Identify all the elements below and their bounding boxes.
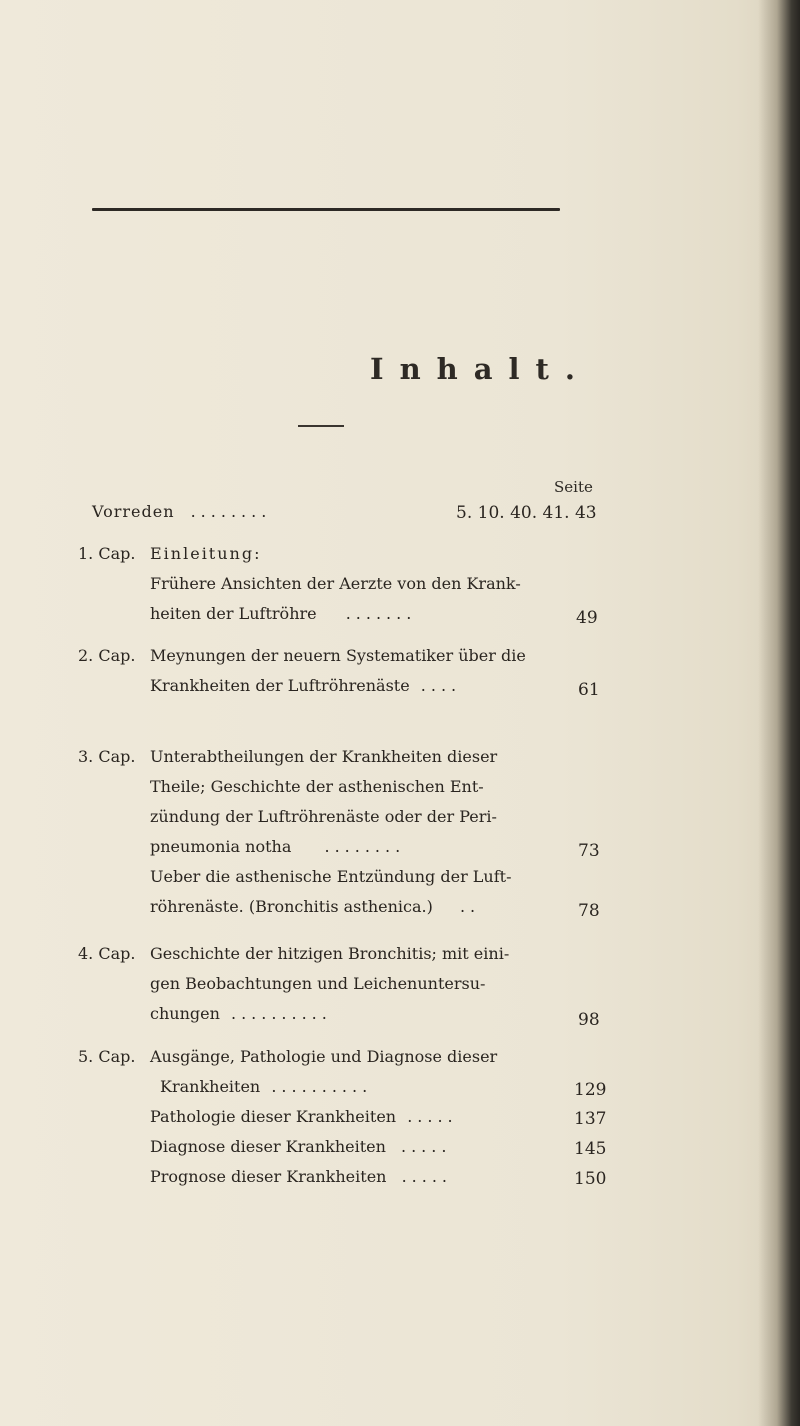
toc-entry-line: Frühere Ansichten der Aerzte von den Krank-	[150, 574, 521, 593]
toc-chapter-label: 1. Cap.	[78, 544, 136, 563]
toc-entry-line: Unterabtheilungen der Krankheiten dieser	[150, 747, 498, 766]
toc-page-number: 78	[578, 901, 600, 921]
page-title: Inhalt.	[370, 352, 592, 386]
toc-entry-line: Meynungen der neuern Systematiker über die	[150, 646, 526, 665]
toc-leader-dots: ..	[459, 897, 481, 916]
toc-entry-line: gen Beobachtungen und Leichenuntersu-	[150, 974, 486, 993]
toc-entry-line: pneumonia notha ........	[150, 837, 406, 856]
toc-chapter-label: 3. Cap.	[78, 747, 136, 766]
toc-leader-dots: .....	[401, 1137, 452, 1156]
toc-page-number: 145	[574, 1139, 607, 1159]
toc-page-number: 129	[574, 1080, 607, 1100]
toc-page-number: 49	[576, 608, 598, 628]
toc-page-number: 98	[578, 1010, 600, 1030]
toc-entry-line: Ueber die asthenische Entzündung der Luft-	[150, 867, 512, 886]
toc-entry-line: Ausgänge, Pathologie und Diagnose dieser	[150, 1047, 498, 1066]
toc-entry-line: Theile; Geschichte der asthenischen Ent-	[150, 777, 484, 796]
page-column-header: Seite	[554, 478, 593, 496]
toc-page-number: 73	[578, 841, 600, 861]
toc-leader-dots: ..........	[230, 1004, 332, 1023]
toc-chapter-label: 2. Cap.	[78, 646, 136, 665]
toc-entry-line: Prognose dieser Krankheiten .....	[150, 1167, 452, 1186]
toc-entry-line: Einleitung:	[150, 544, 262, 563]
toc-leader-dots: .....	[407, 1107, 458, 1126]
toc-entry-line: Diagnose dieser Krankheiten .....	[150, 1137, 452, 1156]
toc-leader-dots: ........	[190, 502, 272, 521]
toc-entry-label: Vorreden	[92, 502, 175, 521]
toc-page-number: 5. 10. 40. 41. 43	[456, 503, 597, 523]
toc-leader-dots: .....	[401, 1167, 452, 1186]
toc-page-number: 150	[574, 1169, 607, 1189]
toc-leader-dots: ..........	[271, 1077, 373, 1096]
toc-leader-dots: ........	[324, 837, 406, 856]
toc-leader-dots: ....	[420, 676, 462, 695]
toc-entry-line: heiten der Luftröhre .......	[150, 604, 417, 623]
page-edge-shadow	[758, 0, 800, 1426]
toc-page-number: 137	[574, 1109, 607, 1129]
top-rule	[92, 208, 560, 211]
toc-entry-line: Krankheiten der Luftröhrenäste ....	[150, 676, 462, 695]
toc-entry-line: röhrenäste. (Bronchitis asthenica.) ..	[150, 897, 481, 916]
title-rule	[298, 425, 344, 427]
toc-page-number: 61	[578, 680, 600, 700]
toc-entry-line: Pathologie dieser Krankheiten .....	[150, 1107, 458, 1126]
toc-entry-vorreden	[92, 502, 271, 521]
toc-entry-line: zündung der Luftröhrenäste oder der Peri-	[150, 807, 497, 826]
toc-leader-dots: .......	[345, 604, 417, 623]
toc-chapter-label: 4. Cap.	[78, 944, 136, 963]
toc-entry-line: Krankheiten ..........	[160, 1077, 373, 1096]
toc-entry-line: chungen ..........	[150, 1004, 332, 1023]
toc-chapter-label: 5. Cap.	[78, 1047, 136, 1066]
toc-entry-line: Geschichte der hitzigen Bronchitis; mit eini-	[150, 944, 510, 963]
